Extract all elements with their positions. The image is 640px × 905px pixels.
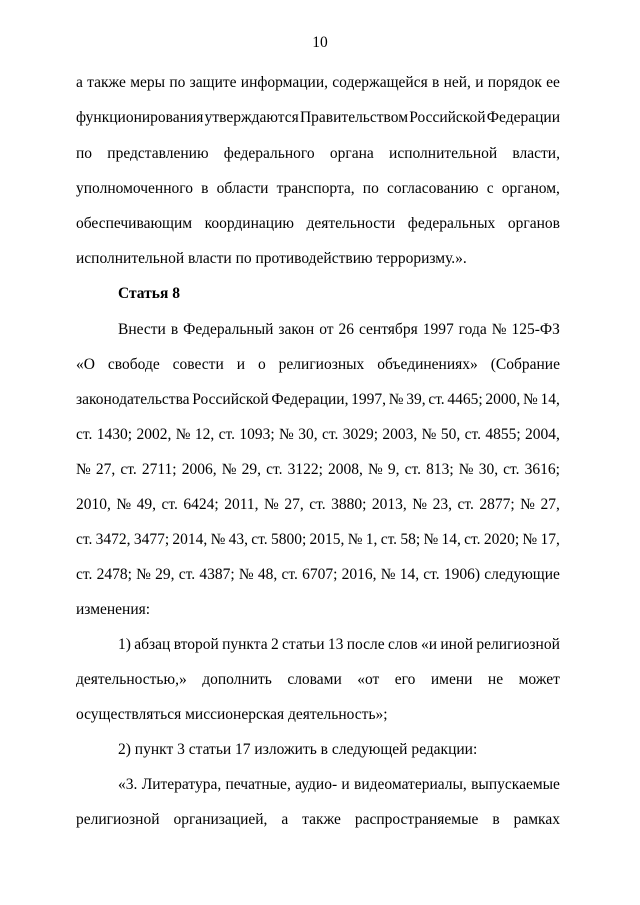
word: ст. bbox=[76, 426, 93, 443]
word: 4387; bbox=[199, 566, 235, 583]
word: 1093; bbox=[239, 426, 275, 443]
word: не bbox=[487, 671, 504, 688]
word: 9, bbox=[387, 461, 400, 478]
word: 5800; bbox=[270, 531, 307, 548]
word: № bbox=[522, 391, 538, 408]
word: 2020; bbox=[483, 531, 520, 548]
word: 4855; bbox=[485, 426, 521, 443]
word: по bbox=[169, 74, 186, 91]
word: 27, bbox=[95, 461, 116, 478]
word: организацией, bbox=[173, 811, 268, 828]
word: абзац bbox=[134, 636, 171, 653]
word: ст. bbox=[428, 391, 445, 408]
word: также bbox=[302, 811, 341, 828]
word: религиозной bbox=[76, 811, 160, 828]
word: ст. bbox=[218, 426, 235, 443]
word: 13 bbox=[327, 636, 344, 653]
text-line bbox=[76, 495, 560, 515]
word: ст. bbox=[380, 531, 398, 548]
word: 49, bbox=[136, 496, 157, 513]
word: № bbox=[520, 496, 535, 513]
word: Внести bbox=[118, 321, 166, 338]
word: видеоматериалы, bbox=[354, 776, 467, 793]
word: также bbox=[87, 74, 126, 91]
word: № bbox=[388, 391, 404, 408]
word: ст. bbox=[309, 496, 326, 513]
word: а bbox=[281, 811, 289, 828]
word: Российской bbox=[192, 391, 269, 408]
word: 30, bbox=[478, 461, 499, 478]
word: утверждаются bbox=[204, 109, 299, 126]
word: ст. bbox=[464, 426, 481, 443]
word: ст. bbox=[178, 566, 196, 583]
text-line bbox=[118, 775, 560, 795]
text-line bbox=[76, 355, 560, 375]
word: 50, bbox=[440, 426, 461, 443]
word: 2004, bbox=[525, 426, 560, 443]
word: транспорта, bbox=[276, 180, 355, 197]
word: 14, bbox=[441, 531, 461, 548]
word: рамках bbox=[513, 811, 560, 828]
text-line bbox=[118, 320, 560, 340]
word: ст. bbox=[423, 566, 440, 583]
word: 27, bbox=[284, 496, 304, 513]
word: в bbox=[492, 811, 500, 828]
word: «и bbox=[421, 636, 438, 653]
word: порядок bbox=[487, 74, 542, 91]
word: 4465; bbox=[447, 391, 483, 408]
text-line bbox=[76, 108, 560, 128]
word: 1430; bbox=[96, 426, 133, 443]
word: органом, bbox=[501, 180, 560, 197]
text-line bbox=[76, 565, 560, 585]
word: 43, bbox=[228, 531, 249, 548]
text-line bbox=[76, 214, 560, 234]
word: 14, bbox=[540, 391, 560, 408]
word: меры bbox=[130, 74, 166, 91]
word: исполнительной bbox=[389, 145, 498, 162]
word: 2006, bbox=[181, 461, 217, 478]
word: органов bbox=[507, 215, 560, 232]
word: Правительством bbox=[299, 109, 409, 126]
word: словами bbox=[287, 671, 342, 688]
text-line: исполнительной власти по противодействию терроризму.». bbox=[76, 250, 467, 267]
text-line bbox=[76, 460, 560, 480]
word: слов bbox=[387, 636, 418, 653]
word: иной bbox=[440, 636, 474, 653]
word: 2478; bbox=[96, 566, 132, 583]
word: ст. bbox=[503, 461, 520, 478]
word: может bbox=[518, 671, 560, 688]
word: № bbox=[380, 566, 396, 583]
word: 2002, bbox=[136, 426, 172, 443]
text-line bbox=[76, 530, 560, 550]
text-line bbox=[76, 144, 560, 164]
word: 48, bbox=[257, 566, 278, 583]
word: закон bbox=[278, 321, 315, 338]
word: 39, bbox=[406, 391, 426, 408]
word: № bbox=[458, 461, 474, 478]
word: 2016, bbox=[341, 566, 377, 583]
word: № bbox=[76, 461, 91, 478]
word: от bbox=[319, 321, 334, 338]
text-line bbox=[76, 425, 560, 445]
text-line bbox=[76, 73, 560, 93]
word: № bbox=[522, 531, 538, 548]
page-number: 10 bbox=[312, 34, 328, 51]
word: религиозной bbox=[476, 636, 560, 653]
word: № bbox=[221, 461, 237, 478]
text-line bbox=[76, 179, 560, 199]
article-heading: Статья 8 bbox=[118, 285, 180, 302]
word: № bbox=[136, 566, 151, 583]
word: религиозных bbox=[278, 356, 365, 373]
word: представлению bbox=[107, 145, 209, 162]
word: содержащейся bbox=[332, 74, 428, 91]
word: 58; bbox=[400, 531, 421, 548]
word: обеспечивающим bbox=[76, 215, 193, 232]
word: 125-ФЗ bbox=[511, 321, 560, 338]
word: «от bbox=[357, 671, 380, 688]
word: федерального bbox=[223, 145, 315, 162]
word: 2010, bbox=[76, 496, 111, 513]
word: 2015, bbox=[309, 531, 345, 548]
word: в bbox=[201, 180, 209, 197]
word: 26 bbox=[338, 321, 354, 338]
word: № bbox=[175, 426, 191, 443]
word: и bbox=[341, 776, 350, 793]
word: 3472, bbox=[95, 531, 131, 548]
text-line bbox=[76, 390, 560, 410]
word: № bbox=[491, 321, 507, 338]
word: 1997 bbox=[422, 321, 454, 338]
word: статьи bbox=[282, 636, 325, 653]
word: 27, bbox=[540, 496, 560, 513]
word: после bbox=[346, 636, 385, 653]
word: ст. bbox=[321, 426, 339, 443]
item-2: 2) пункт 3 статьи 17 изложить в следующей редакции: bbox=[118, 741, 478, 758]
word: второй bbox=[173, 636, 219, 653]
word: информации, bbox=[240, 74, 329, 91]
text-line bbox=[118, 635, 560, 655]
word: ее bbox=[546, 74, 560, 91]
word: Федерации, bbox=[271, 391, 349, 408]
word: № bbox=[421, 426, 437, 443]
word: Федерации bbox=[486, 109, 560, 126]
word: 1) bbox=[118, 636, 131, 653]
word: в bbox=[431, 74, 440, 91]
word: ст. bbox=[281, 566, 298, 583]
word: 3029; bbox=[342, 426, 379, 443]
word: 1906) bbox=[443, 566, 481, 583]
word: 1997, bbox=[351, 391, 387, 408]
word: 2000, bbox=[485, 391, 521, 408]
word: Федеральный bbox=[183, 321, 274, 338]
word: ст. bbox=[404, 461, 421, 478]
word: федеральных bbox=[407, 215, 496, 232]
word: 2011, bbox=[224, 496, 259, 513]
word: (Собрание bbox=[490, 356, 560, 373]
word: 30, bbox=[298, 426, 318, 443]
word: ней, bbox=[443, 74, 471, 91]
word: 14, bbox=[399, 566, 420, 583]
word: аудио- bbox=[295, 776, 338, 793]
word: с bbox=[486, 180, 494, 197]
word: № bbox=[238, 566, 254, 583]
word: ст. bbox=[76, 531, 93, 548]
word: ст. bbox=[251, 531, 268, 548]
word: координацию bbox=[204, 215, 294, 232]
word: ст. bbox=[457, 496, 474, 513]
word: 3880; bbox=[331, 496, 367, 513]
word: 2003, bbox=[382, 426, 418, 443]
word: 2014, bbox=[172, 531, 208, 548]
word: согласованию bbox=[386, 180, 479, 197]
word: сентября bbox=[358, 321, 418, 338]
word: 3616; bbox=[524, 461, 560, 478]
word: объединениях» bbox=[377, 356, 478, 373]
word: № bbox=[423, 531, 439, 548]
word: 2013, bbox=[371, 496, 407, 513]
word: следующие bbox=[484, 566, 560, 583]
word: деятельностью,» bbox=[76, 671, 187, 688]
word: 3122; bbox=[287, 461, 323, 478]
word: «3. bbox=[118, 776, 138, 793]
text-line bbox=[76, 670, 560, 690]
word: ст. bbox=[464, 531, 481, 548]
word: 1, bbox=[365, 531, 378, 548]
word: 3477; bbox=[133, 531, 170, 548]
word: и bbox=[475, 74, 484, 91]
word: о bbox=[257, 356, 266, 373]
word: совести bbox=[172, 356, 224, 373]
word: ст. bbox=[76, 566, 93, 583]
word: 6424; bbox=[183, 496, 219, 513]
word: 29, bbox=[155, 566, 175, 583]
word: имени bbox=[430, 671, 473, 688]
word: 813; bbox=[426, 461, 454, 478]
word: и bbox=[236, 356, 245, 373]
word: уполномоченного bbox=[76, 180, 193, 197]
word: органа bbox=[329, 145, 374, 162]
word: распространяемые bbox=[354, 811, 479, 828]
word: выпускаемые bbox=[471, 776, 560, 793]
text-line bbox=[76, 810, 560, 830]
word: печатные, bbox=[225, 776, 291, 793]
word: 6707; bbox=[302, 566, 338, 583]
word: ст. bbox=[120, 461, 137, 478]
text-line: изменения: bbox=[76, 601, 151, 618]
word: Российской bbox=[409, 109, 486, 126]
word: ст. bbox=[161, 496, 178, 513]
word: Литература, bbox=[141, 776, 222, 793]
word: законодательства bbox=[76, 391, 190, 408]
word: по bbox=[362, 180, 379, 197]
word: 29, bbox=[241, 461, 261, 478]
text-line: осуществляться миссионерская деятельность»; bbox=[76, 706, 388, 723]
word: года bbox=[458, 321, 487, 338]
word: 2 bbox=[270, 636, 279, 653]
word: функционирования bbox=[76, 109, 204, 126]
word: № bbox=[412, 496, 428, 513]
word: 12, bbox=[194, 426, 215, 443]
word: власти, bbox=[512, 145, 560, 162]
word: № bbox=[210, 531, 226, 548]
word: деятельности bbox=[306, 215, 396, 232]
word: свободе bbox=[107, 356, 160, 373]
word: № bbox=[264, 496, 279, 513]
word: ст. bbox=[266, 461, 283, 478]
word: 2711; bbox=[141, 461, 177, 478]
word: области bbox=[216, 180, 269, 197]
word: а bbox=[76, 74, 83, 91]
word: пункта bbox=[222, 636, 268, 653]
word: «О bbox=[76, 356, 95, 373]
word: 17, bbox=[540, 531, 560, 548]
word: дополнить bbox=[202, 671, 272, 688]
word: № bbox=[116, 496, 132, 513]
word: 2008, bbox=[328, 461, 363, 478]
word: № bbox=[367, 461, 383, 478]
word: его bbox=[394, 671, 416, 688]
word: № bbox=[347, 531, 363, 548]
word: 23, bbox=[432, 496, 452, 513]
word: защите bbox=[189, 74, 237, 91]
word: в bbox=[170, 321, 179, 338]
word: № bbox=[279, 426, 294, 443]
word: 2877; bbox=[479, 496, 515, 513]
word: по bbox=[76, 145, 93, 162]
